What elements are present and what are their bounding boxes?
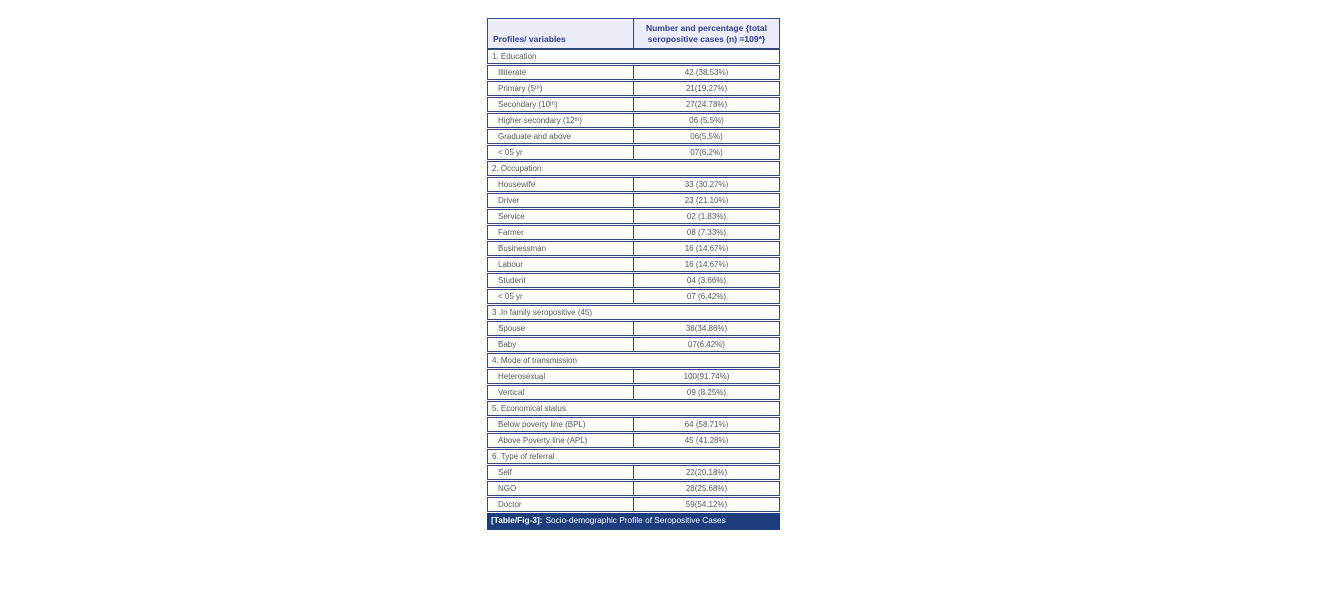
section-header-row: 4. Mode of transmission [487,353,780,368]
table-row [487,369,780,384]
row-label: NGO [488,482,634,495]
table-row [487,177,780,192]
row-label: Spouse [488,322,634,335]
seropositive-profile-table [487,18,780,530]
section-header-row: 1. Education [487,49,780,64]
row-value: 21(19.27%) [685,84,728,93]
row-label: Below poverty line (BPL) [488,418,634,431]
table-row [487,209,780,224]
row-value: 59(54.12%) [685,500,728,509]
row-value: 27(24.78%) [685,100,728,109]
row-value: 38(34.86%) [685,324,728,333]
section-header-row: 5. Economical status [487,401,780,416]
row-label: Secondary (10ᵗʰ) [488,98,634,111]
row-label: < 05 yr [488,146,634,159]
header-number-percentage: Number and percentage {total seropositive cases (n) =109*} [646,22,767,44]
row-label: Doctor [488,498,634,511]
row-label: Housewife [488,178,634,191]
table-row [487,289,780,304]
table-row [487,385,780,400]
table-row [487,337,780,352]
row-label: Graduate and above [488,130,634,143]
row-value: 08 (7.33%) [686,228,727,237]
table-row [487,65,780,80]
row-label: Student [488,274,634,287]
row-value: 100(91.74%) [683,372,730,381]
row-value: 06 (5.5%) [689,116,724,125]
row-label: Primary (5ᵗʰ) [488,82,634,95]
row-value: 45 (41.28%) [684,436,729,445]
table-header-row [487,18,780,49]
table-row [487,145,780,160]
table-body [487,49,780,512]
table-row [487,465,780,480]
row-value: 22(20.18%) [685,468,728,477]
row-value: 07 (6.42%) [686,292,727,301]
header-profiles-variables: Profiles/ variables [488,19,634,48]
table-row [487,193,780,208]
row-label: Heterosexual [488,370,634,383]
row-label: Businessman [488,242,634,255]
row-label: Driver [488,194,634,207]
row-value: 02 (1.83%) [686,212,727,221]
table-row [487,273,780,288]
row-label: < 05 yr [488,290,634,303]
table-caption [487,513,780,530]
table-row [487,97,780,112]
row-label: Farmer [488,226,634,239]
row-value: 64 (58.71%) [684,420,729,429]
table-row [487,417,780,432]
row-label: Higher secondary (12ᵗʰ) [488,114,634,127]
row-value: 16 (14.67%) [684,244,729,253]
row-label: Self [488,466,634,479]
row-value: 07(6.2%) [690,148,723,157]
table-row [487,129,780,144]
row-value: 28(25.68%) [685,484,728,493]
caption-figure-label: [Table/Fig-3]: [491,515,543,525]
table-row [487,225,780,240]
section-header-row: 3 .In family seropositive (45) [487,305,780,320]
section-header-row: 2. Occupation [487,161,780,176]
row-label: Service [488,210,634,223]
row-value: 09 (8.25%) [686,388,727,397]
row-value: 06(5.5%) [690,132,723,141]
row-value: 42 (38.53%) [684,68,729,77]
row-value: 23 (21.10%) [684,196,729,205]
table-row [487,257,780,272]
caption-text: Socio-demographic Profile of Seropositive Cases [545,515,726,525]
table-row [487,433,780,448]
row-label: Illiterate [488,66,634,79]
table-row [487,481,780,496]
row-value: 07(6.42%) [688,340,725,349]
table-row [487,321,780,336]
row-label: Baby [488,338,634,351]
table-row [487,241,780,256]
section-header-row: 6. Type of referral [487,449,780,464]
row-value: 04 (3.66%) [686,276,727,285]
table-row [487,497,780,512]
row-label: Labour [488,258,634,271]
table-row [487,81,780,96]
row-value: 33 (30.27%) [684,180,729,189]
row-value: 16 (14.67%) [684,260,729,269]
row-label: Vertical [488,386,634,399]
table-row [487,113,780,128]
row-label: Above Poverty line (APL) [488,434,634,447]
